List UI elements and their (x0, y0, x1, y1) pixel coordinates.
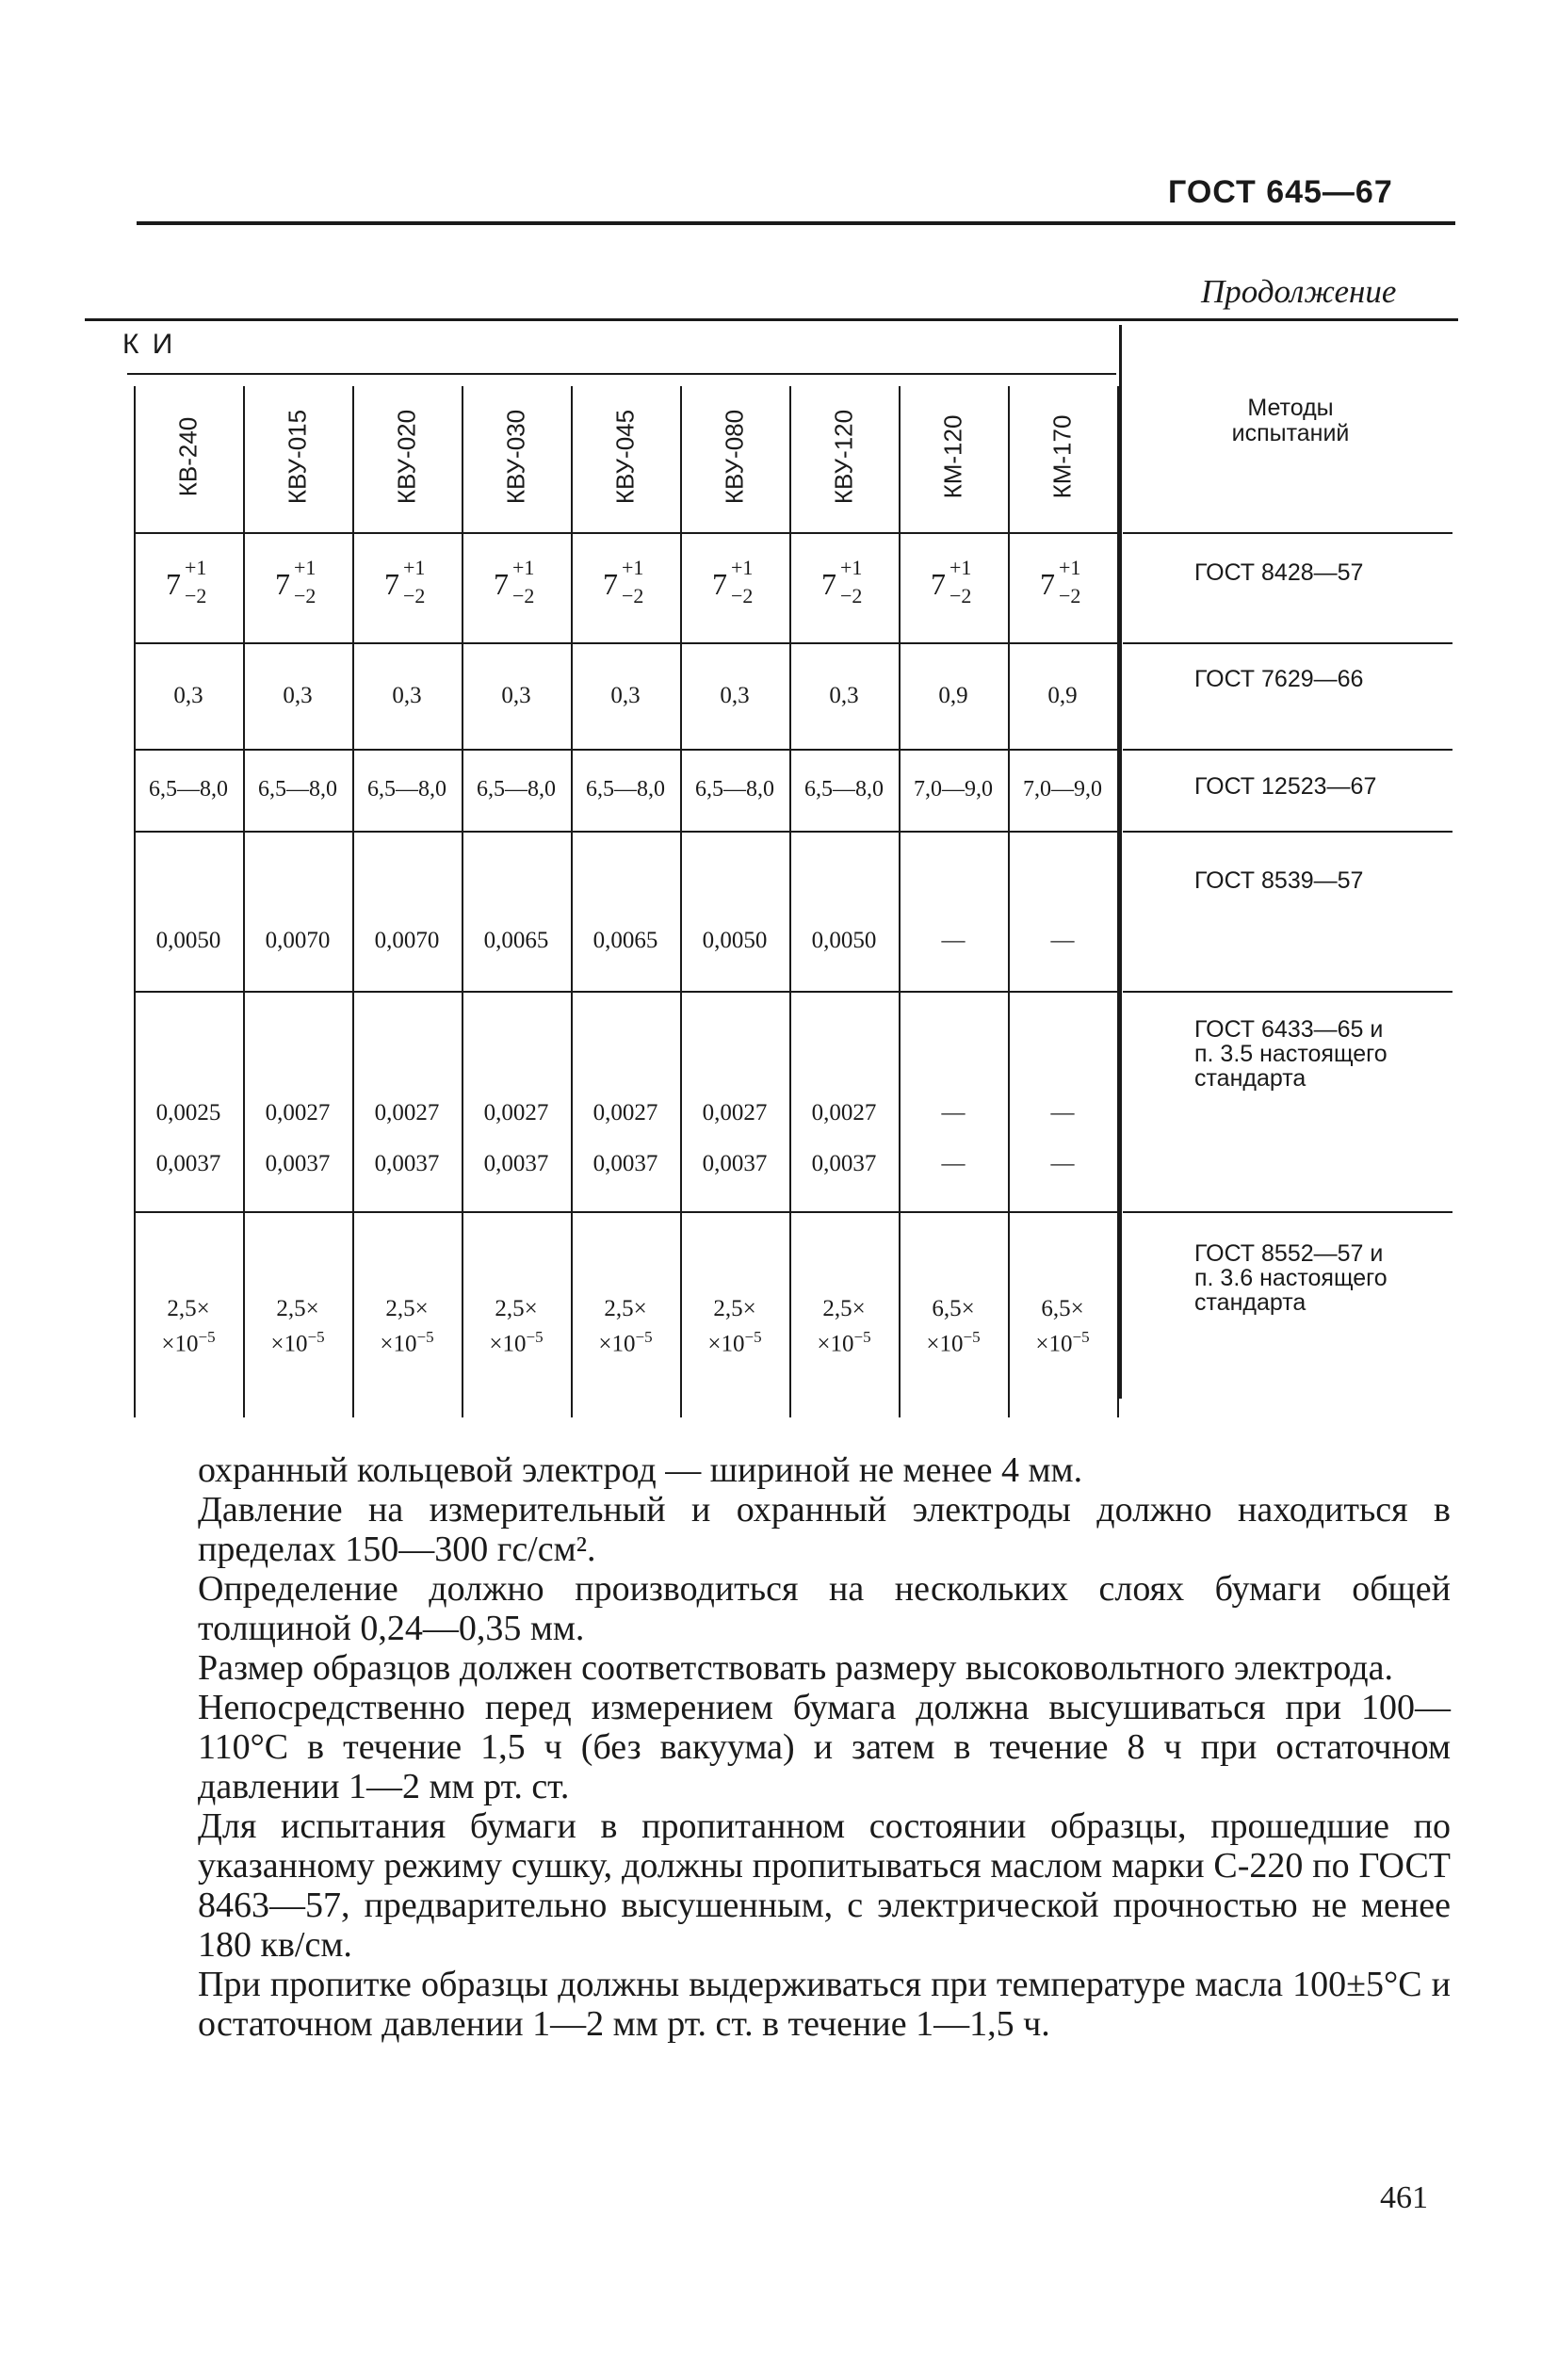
methods-separator (1119, 325, 1122, 1399)
column-header (255, 386, 340, 527)
table-cell: 7,0—9,0 (1023, 777, 1102, 801)
tolerance-part: +1 (403, 556, 426, 579)
method-cell (1194, 868, 1363, 893)
table-cell: 6,5—8,0 (477, 777, 556, 801)
tolerance-part: −2 (949, 584, 972, 607)
table-cell: 0,3 (720, 683, 750, 708)
column-divider (1117, 386, 1119, 1417)
table-cell (571, 1295, 680, 1358)
table-cell: 0,3 (173, 683, 203, 708)
table-cell: — (1050, 1151, 1075, 1176)
tolerance-part: 7 (603, 567, 618, 601)
group-underline (127, 373, 1116, 375)
header-rule (137, 221, 1455, 225)
method-line: ГОСТ 6433—65 и (1194, 1016, 1384, 1043)
paragraph: Размер образцов должен соответствовать размеру высоковольтного электрода. (198, 1648, 1393, 1688)
cell-line: 2,5× (385, 1296, 429, 1321)
column-divider (352, 386, 354, 1417)
method-row-separator (1123, 831, 1453, 833)
body-text (198, 1450, 1451, 2044)
row-separator (134, 1211, 1117, 1213)
method-cell (1194, 774, 1376, 799)
method-cell (1194, 667, 1363, 691)
cell-line: $\times 10^{-5}$ (270, 1328, 325, 1357)
cell-line: $\times 10^{-5}$ (926, 1328, 981, 1357)
paragraph: Для испытания бумаги в пропитанном состоянии образцы, прошедшие по указанному режиму сушку, должны пропитываться маслом марки С-220 по ГОСТ 8463—57, предварительно высушенным, с электрической прочностью не менее 180 кв/см. (198, 1806, 1451, 1965)
column-divider (899, 386, 901, 1417)
table-cell: 0,0037 (483, 1151, 549, 1176)
paragraph: Определение должно производиться на нескольких слоях бумаги общей толщиной 0,24—0,35 мм. (198, 1569, 1451, 1648)
table-cell: 0,3 (392, 683, 422, 708)
table-group-label: К И (122, 329, 176, 360)
table-cell: — (1050, 928, 1075, 953)
table-cell: 0,9 (1047, 683, 1078, 708)
method-line: ГОСТ 12523—67 (1194, 773, 1377, 800)
table-top-rule (85, 318, 1458, 321)
table-cell: 6,5—8,0 (258, 777, 337, 801)
table-cell: 0,0025 (155, 1100, 221, 1125)
method-line: стандарта (1194, 1065, 1306, 1092)
method-line: ГОСТ 8539—57 (1194, 867, 1364, 894)
column-divider (134, 386, 136, 1417)
table-cell (462, 1295, 571, 1358)
table-cell: 0,9 (938, 683, 968, 708)
method-line: стандарта (1194, 1289, 1306, 1316)
table-cell: — (941, 1151, 966, 1176)
table-cell (352, 556, 462, 612)
table-cell: 0,0027 (811, 1100, 877, 1125)
table-cell: 6,5—8,0 (695, 777, 774, 801)
table-cell: 0,0027 (483, 1100, 549, 1125)
table-cell (352, 1295, 462, 1358)
table-cell: 0,0037 (702, 1151, 768, 1176)
tolerance-part: −2 (403, 584, 426, 607)
method-cell (1194, 1241, 1388, 1315)
table-cell: — (941, 1100, 966, 1125)
paragraph: Непосредственно перед измерением бумага должна высушиваться при 100—110°С в течение 1,5 ч (без вакуума) и затем в течение 8 ч при остаточном давлении 1—2 мм рт. ст. (198, 1688, 1451, 1806)
column-header-label: КВ-240 (173, 416, 203, 497)
continuation-label: Продолжение (1201, 273, 1397, 310)
cell-line: $\times 10^{-5}$ (817, 1328, 871, 1357)
table-cell (899, 1295, 1008, 1358)
table-cell: 0,0037 (811, 1151, 877, 1176)
column-divider (1008, 386, 1010, 1417)
cell-line: 6,5× (932, 1296, 975, 1321)
column-header-label: КМ-120 (938, 414, 967, 499)
row-separator (134, 642, 1117, 644)
tolerance-part: +1 (949, 556, 972, 579)
tolerance-part: +1 (294, 556, 316, 579)
tolerance-part: 7 (1040, 567, 1055, 601)
column-header-label: КВУ-015 (283, 409, 312, 505)
column-header-label: КВУ-045 (610, 409, 640, 505)
column-header (1020, 386, 1105, 527)
table-cell: 0,0037 (374, 1151, 440, 1176)
table-cell: — (1050, 1100, 1075, 1125)
method-line: ГОСТ 7629—66 (1194, 666, 1364, 692)
table-cell (243, 1295, 352, 1358)
column-header (146, 386, 231, 527)
tolerance-part: +1 (512, 556, 535, 579)
paragraph: охранный кольцевой электрод — шириной не менее 4 мм. (198, 1450, 1083, 1490)
method-line: ГОСТ 8428—57 (1194, 559, 1364, 586)
table-cell (680, 556, 789, 612)
method-line: п. 3.5 настоящего (1194, 1041, 1388, 1067)
table-cell (680, 1295, 789, 1358)
table-cell: 7,0—9,0 (914, 777, 993, 801)
table-cell (134, 556, 243, 612)
table-cell (243, 556, 352, 612)
column-header-label: КМ-170 (1047, 414, 1077, 499)
column-header (583, 386, 668, 527)
table-cell: 0,0065 (483, 928, 549, 953)
column-header-label: КВУ-080 (720, 409, 749, 505)
table-cell: 6,5—8,0 (367, 777, 446, 801)
table-cell (789, 1295, 899, 1358)
table-cell: 0,3 (501, 683, 531, 708)
table-cell: 6,5—8,0 (586, 777, 665, 801)
tolerance-part: +1 (1059, 556, 1081, 579)
row-separator (134, 831, 1117, 833)
cell-line: $\times 10^{-5}$ (489, 1328, 544, 1357)
table-cell: 0,0050 (155, 928, 221, 953)
tolerance-part: −2 (1059, 584, 1081, 607)
tolerance-part: +1 (731, 556, 754, 579)
row-separator (134, 749, 1117, 751)
cell-line: $\times 10^{-5}$ (1035, 1328, 1090, 1357)
cell-line: 2,5× (604, 1296, 647, 1321)
tolerance-part: 7 (494, 567, 509, 601)
table-cell: 0,0027 (374, 1100, 440, 1125)
table-cell: — (941, 928, 966, 953)
table-cell (789, 556, 899, 612)
method-row-separator (1123, 1211, 1453, 1213)
tolerance-part: 7 (384, 567, 399, 601)
column-divider (243, 386, 245, 1417)
table-cell: 0,0027 (265, 1100, 331, 1125)
table-cell: 0,0037 (265, 1151, 331, 1176)
table-cell: 6,5—8,0 (804, 777, 884, 801)
column-header (692, 386, 777, 527)
method-row-separator (1123, 532, 1453, 534)
column-divider (462, 386, 463, 1417)
column-divider (789, 386, 791, 1417)
tolerance-part: −2 (622, 584, 644, 607)
page-number: 461 (1380, 2180, 1428, 2215)
tolerance-part: 7 (712, 567, 727, 601)
table-cell: 0,0070 (265, 928, 331, 953)
column-header (474, 386, 559, 527)
table-cell (899, 556, 1008, 612)
table-cell: 0,3 (283, 683, 313, 708)
cell-line: $\times 10^{-5}$ (161, 1328, 216, 1357)
method-cell (1194, 560, 1363, 585)
table-cell: 0,3 (610, 683, 641, 708)
tolerance-part: −2 (294, 584, 316, 607)
cell-line: 6,5× (1041, 1296, 1084, 1321)
tolerance-part: −2 (840, 584, 863, 607)
paragraph: При пропитке образцы должны выдерживаться при температуре масла 100±5°С и остаточном давлении 1—2 мм рт. ст. в течение 1—1,5 ч. (198, 1965, 1451, 2044)
column-header-label: КВУ-120 (829, 409, 858, 505)
tolerance-part: −2 (185, 584, 207, 607)
cell-line: 2,5× (822, 1296, 866, 1321)
tolerance-part: −2 (512, 584, 535, 607)
table-cell (462, 556, 571, 612)
cell-line: 2,5× (276, 1296, 319, 1321)
table-cell: 0,0037 (592, 1151, 658, 1176)
table-cell: 0,0050 (702, 928, 768, 953)
tolerance-part: 7 (166, 567, 181, 601)
table-cell (1008, 1295, 1117, 1358)
table-cell: 0,0050 (811, 928, 877, 953)
cell-line: 2,5× (167, 1296, 210, 1321)
tolerance-part: +1 (840, 556, 863, 579)
table-cell: 0,0065 (592, 928, 658, 953)
cell-line: $\times 10^{-5}$ (598, 1328, 653, 1357)
table-cell: 6,5—8,0 (149, 777, 228, 801)
tolerance-part: +1 (185, 556, 207, 579)
tolerance-part: −2 (731, 584, 754, 607)
table-cell: 0,0027 (702, 1100, 768, 1125)
tolerance-part: +1 (622, 556, 644, 579)
column-header (911, 386, 996, 527)
method-row-separator (1123, 749, 1453, 751)
cell-line: 2,5× (713, 1296, 756, 1321)
cell-line: $\times 10^{-5}$ (707, 1328, 762, 1357)
column-header-label: КВУ-020 (392, 409, 421, 505)
method-line: п. 3.6 настоящего (1194, 1265, 1388, 1291)
row-separator (134, 991, 1117, 993)
table-cell (134, 1295, 243, 1358)
tolerance-part: 7 (931, 567, 946, 601)
method-row-separator (1123, 991, 1453, 993)
tolerance-part: 7 (275, 567, 290, 601)
table-cell: 0,0070 (374, 928, 440, 953)
cell-line: $\times 10^{-5}$ (380, 1328, 434, 1357)
row-separator (134, 532, 1117, 534)
column-divider (571, 386, 573, 1417)
column-divider (680, 386, 682, 1417)
column-header (802, 386, 886, 527)
document-header: ГОСТ 645—67 (1168, 174, 1393, 210)
method-line: ГОСТ 8552—57 и (1194, 1240, 1384, 1267)
column-header-label: КВУ-030 (501, 409, 530, 505)
method-cell (1194, 1017, 1388, 1091)
table-cell (1008, 556, 1117, 612)
table-cell: 0,3 (829, 683, 859, 708)
tolerance-part: 7 (821, 567, 836, 601)
column-header (365, 386, 449, 527)
table-cell: 0,0037 (155, 1151, 221, 1176)
cell-line: 2,5× (495, 1296, 538, 1321)
table-cell: 0,0027 (592, 1100, 658, 1125)
method-row-separator (1123, 642, 1453, 644)
paragraph: Давление на измерительный и охранный электроды должно находиться в пределах 150—300 гс/см². (198, 1490, 1451, 1569)
methods-column-header: Методы испытаний (1231, 395, 1350, 446)
table-cell (571, 556, 680, 612)
